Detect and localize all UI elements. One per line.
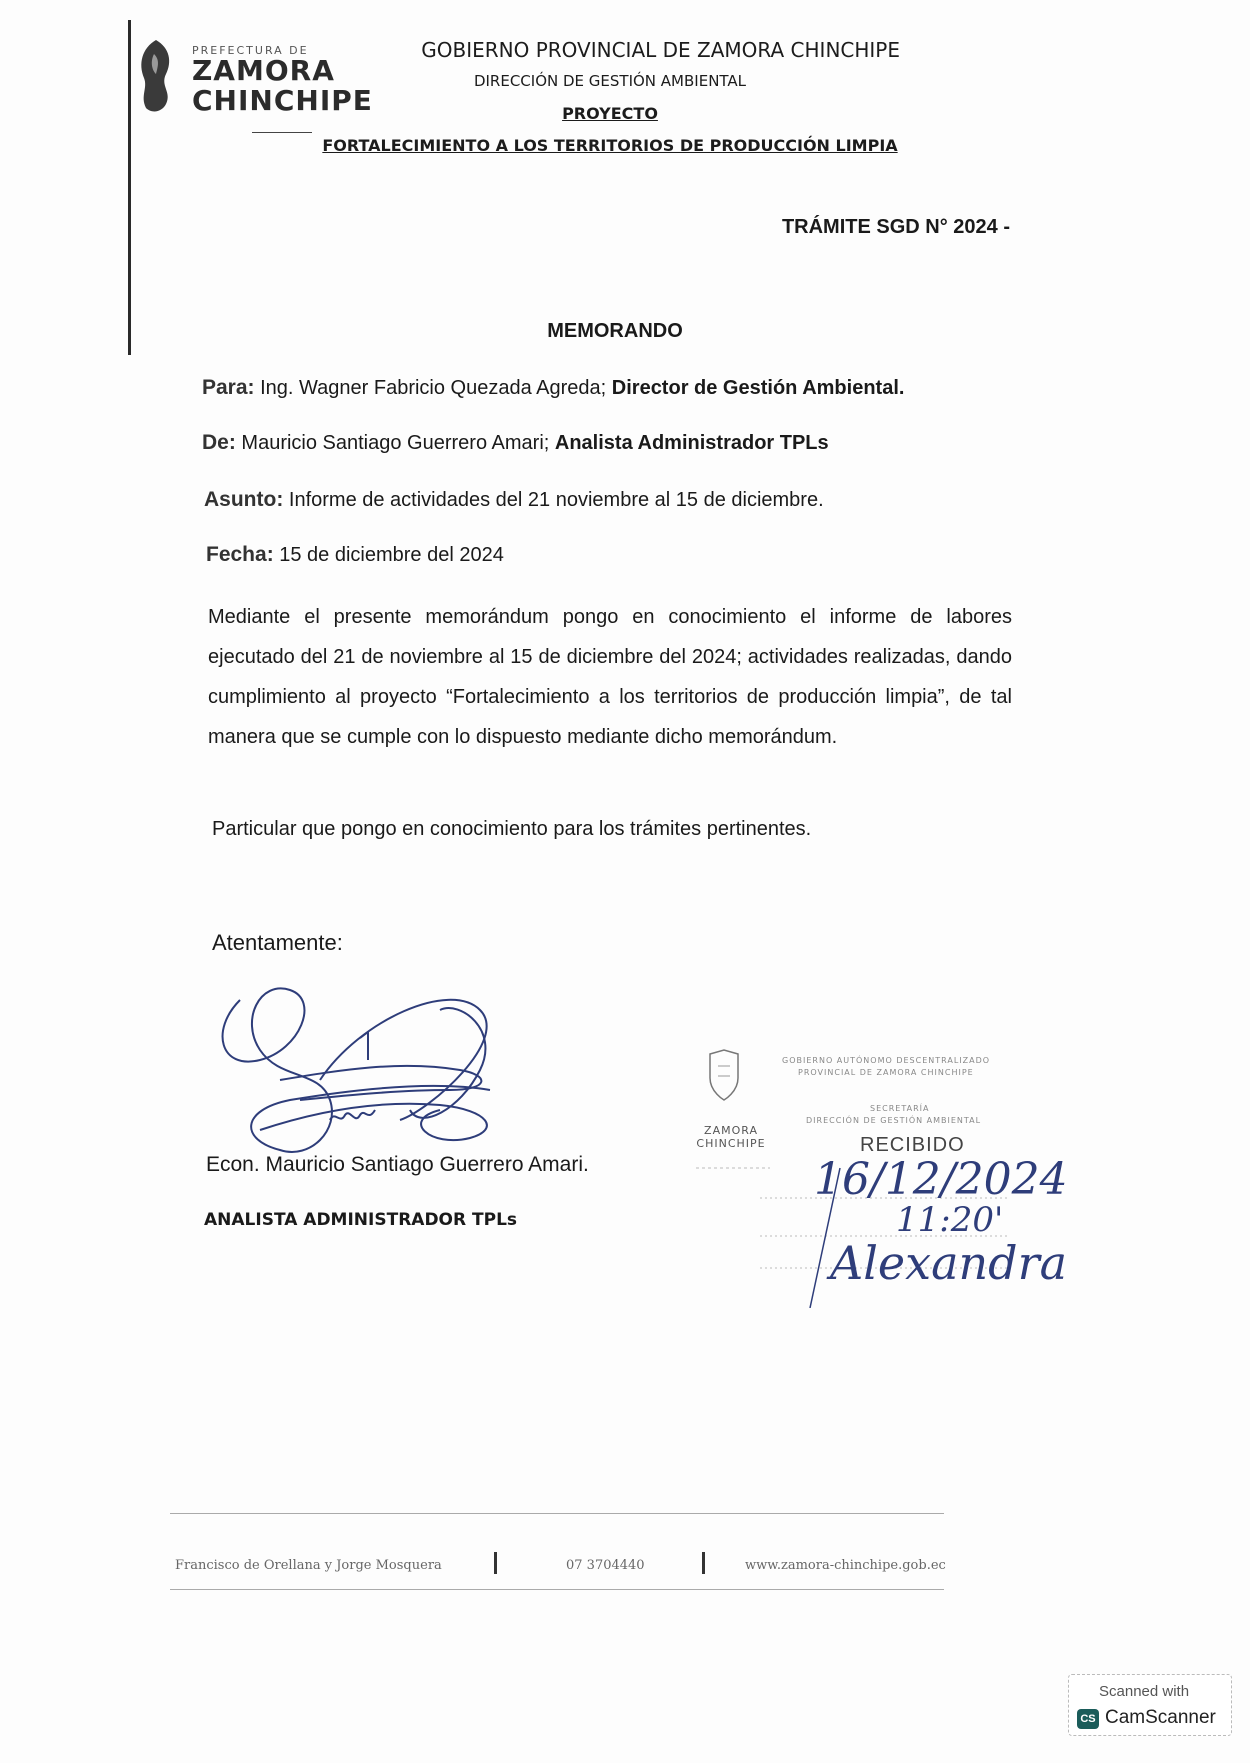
stamp-line-3: SECRETARÍA (870, 1104, 930, 1113)
logo-small-text: PREFECTURA DE (192, 44, 309, 57)
stamp-received: RECIBIDO (860, 1134, 965, 1156)
salutation: Atentamente: (212, 930, 343, 955)
footer-bottom-rule (170, 1589, 944, 1590)
field-asunto (204, 488, 824, 512)
asunto-text: Informe de actividades del 21 noviembre al 15 de diciembre. (288, 489, 824, 511)
reception-stamp (690, 1048, 1068, 1308)
logo-line-2: CHINCHIPE (192, 84, 373, 117)
footer-separator (702, 1552, 705, 1574)
footer-top-rule (170, 1513, 944, 1514)
page-edge-line (128, 20, 131, 355)
signature-scribble (200, 960, 530, 1180)
tramite-number: TRÁMITE SGD N° 2024 - (781, 216, 1010, 238)
logo-line-1: ZAMORA (192, 54, 335, 87)
fecha-label: Fecha: (206, 543, 274, 566)
field-para (202, 376, 904, 400)
stamp-logo-line-2: CHINCHIPE (696, 1137, 766, 1150)
stamp-line-4: DIRECCIÓN DE GESTIÓN AMBIENTAL (806, 1116, 982, 1125)
stamp-line-2: PROVINCIAL DE ZAMORA CHINCHIPE (798, 1068, 974, 1077)
stamp-logo-line-1: ZAMORA (704, 1124, 758, 1137)
project-label: PROYECTO (562, 104, 658, 123)
body-paragraph-1: Mediante el presente memorándum pongo en conocimiento el informe de labores ejecutado del 21 de noviembre al 15 de diciembre del 2024; actividades realizadas, dando cumplimiento al proyecto “Fortalecimiento a los territorios de producción limpia”, de tal manera que se cumple con lo dispuesto mediante dicho memorándum. (208, 606, 1012, 748)
stamp-receiver: Alexandra (830, 1236, 1068, 1290)
logo-underline (252, 132, 312, 133)
stamp-date: 16/12/2024 (814, 1154, 1068, 1205)
prefecture-mark-icon (136, 38, 176, 114)
footer-phone: 07 3704440 (566, 1558, 645, 1573)
de-role: Analista Administrador TPLs (554, 432, 829, 454)
signer-name: Econ. Mauricio Santiago Guerrero Amari. (206, 1153, 589, 1176)
scanned-with-label: Scanned with (1099, 1683, 1190, 1700)
org-title: GOBIERNO PROVINCIAL DE ZAMORA CHINCHIPE (421, 38, 900, 62)
footer-website: www.zamora-chinchipe.gob.ec (745, 1558, 946, 1573)
para-name: Ing. Wagner Fabricio Quezada Agreda; (260, 377, 607, 399)
field-fecha (206, 543, 504, 567)
stamp-logo-text (696, 1124, 766, 1150)
memo-title: MEMORANDO (547, 320, 683, 342)
footer-address: Francisco de Orellana y Jorge Mosquera (175, 1558, 442, 1573)
stamp-line-1: GOBIERNO AUTÓNOMO DESCENTRALIZADO (782, 1056, 991, 1065)
footer-separator (494, 1552, 497, 1574)
asunto-label: Asunto: (204, 488, 284, 511)
body-paragraph-2: Particular que pongo en conocimiento para los trámites pertinentes. (212, 818, 812, 840)
project-name: FORTALECIMIENTO A LOS TERRITORIOS DE PRODUCCIÓN LIMPIA (322, 136, 898, 155)
camscanner-brand: CamScanner (1105, 1707, 1216, 1728)
de-name: Mauricio Santiago Guerrero Amari; (241, 432, 550, 454)
signer-role: ANALISTA ADMINISTRADOR TPLs (204, 1210, 518, 1230)
camscanner-icon: CS (1077, 1709, 1099, 1729)
camscanner-badge (1068, 1674, 1232, 1736)
para-label: Para: (202, 376, 255, 399)
stamp-time: 11:20' (896, 1200, 1004, 1240)
department-title: DIRECCIÓN DE GESTIÓN AMBIENTAL (473, 72, 747, 90)
de-label: De: (202, 431, 236, 454)
para-role: Director de Gestión Ambiental. (611, 377, 905, 399)
fecha-text: 15 de diciembre del 2024 (279, 544, 504, 566)
field-de (202, 431, 829, 455)
